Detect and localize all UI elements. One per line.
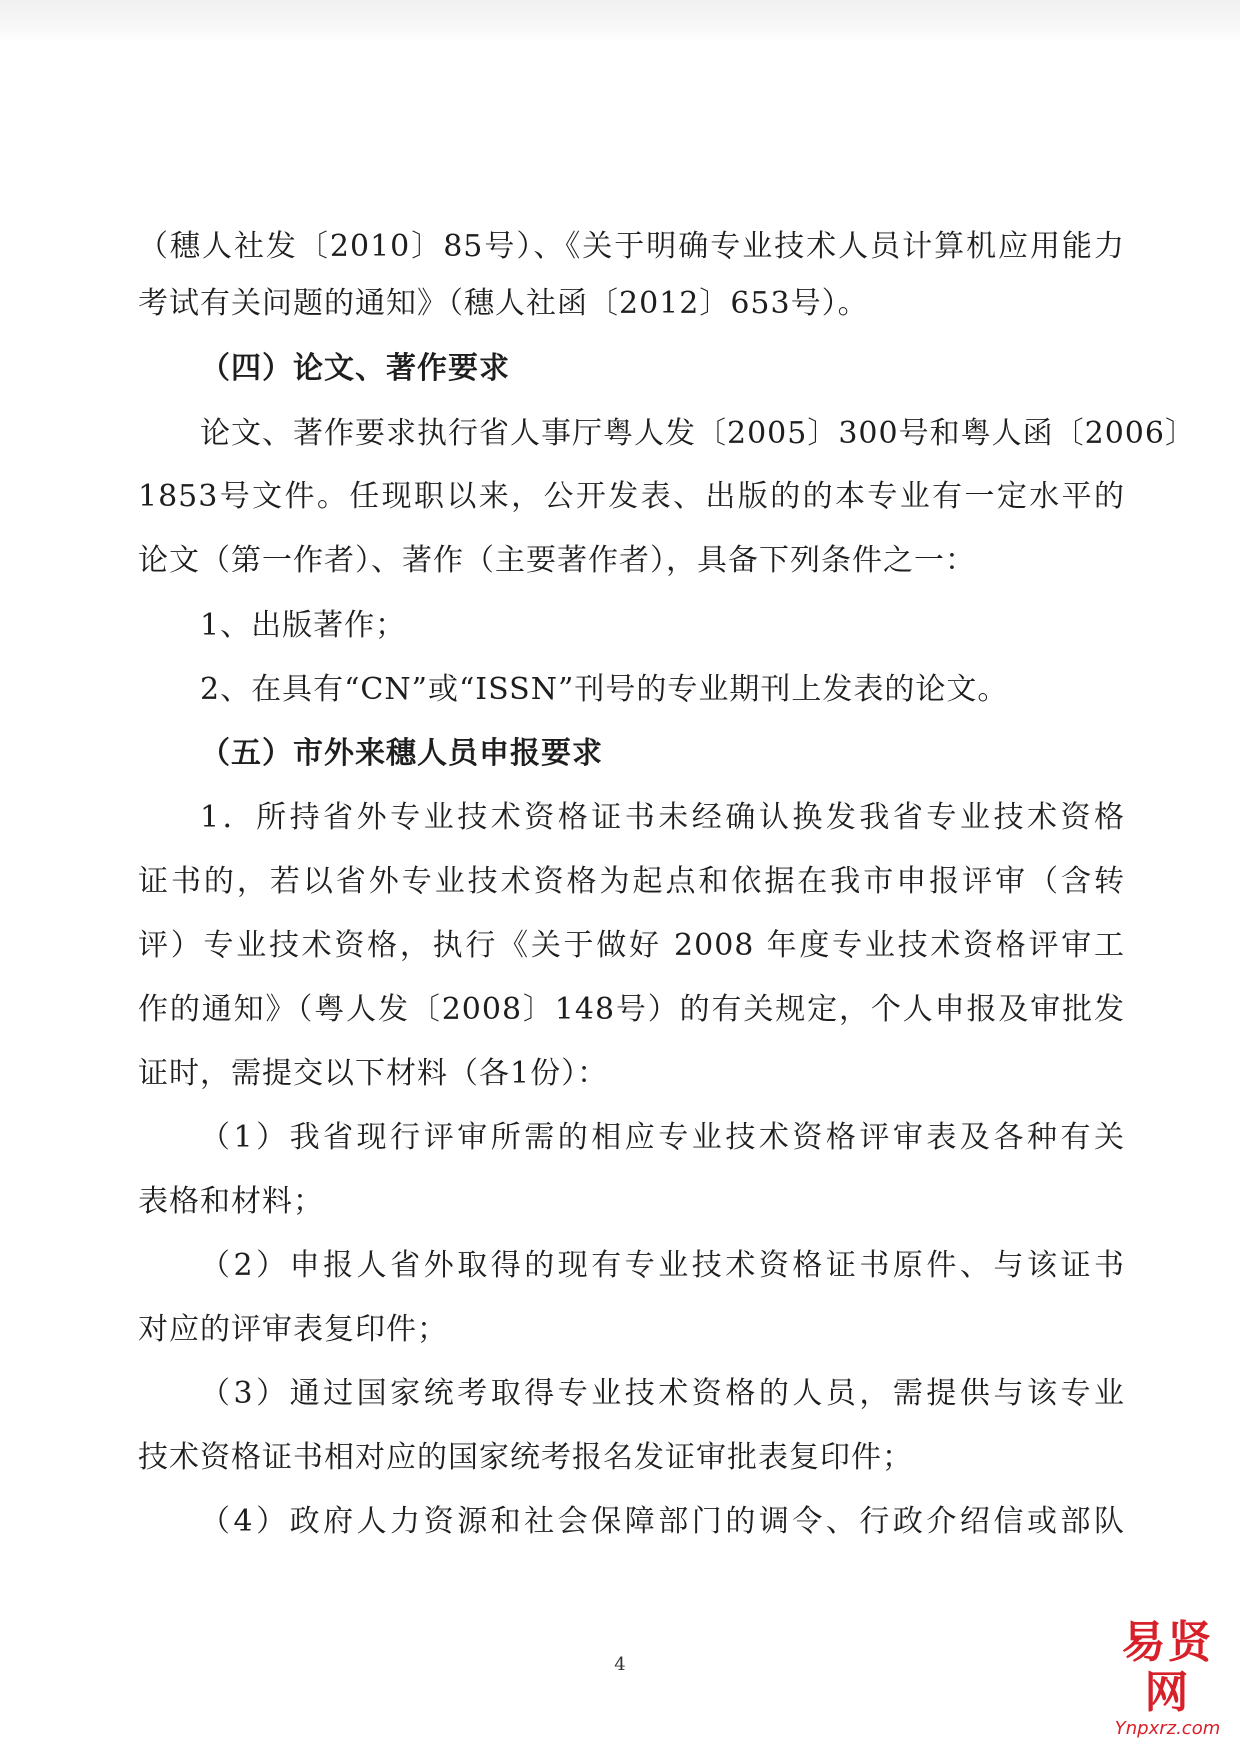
watermark-logo — [1105, 1618, 1230, 1740]
watermark-logo-text: 易贤网 — [1121, 1617, 1214, 1718]
section-heading-4: （四）论文、著作要求 — [200, 351, 510, 386]
list-item: （2）申报人省外取得的现有专业技术资格证书原件、与该证书 — [200, 1248, 1125, 1283]
paragraph-line: 表格和材料； — [138, 1184, 324, 1219]
paragraph-line: （穗人社发〔2010〕85号）、《关于明确专业技术人员计算机应用能力 — [138, 229, 1125, 264]
paragraph-line: 技术资格证书相对应的国家统考报名发证审批表复印件； — [138, 1440, 913, 1475]
scan-top-edge — [0, 0, 1240, 42]
list-item: （3）通过国家统考取得专业技术资格的人员，需提供与该专业 — [200, 1376, 1125, 1411]
paragraph-line: 对应的评审表复印件； — [138, 1312, 448, 1347]
list-item: （4）政府人力资源和社会保障部门的调令、行政介绍信或部队 — [200, 1504, 1125, 1539]
paragraph-line: 证书的，若以省外专业技术资格为起点和依据在我市申报评审（含转 — [138, 864, 1125, 899]
watermark-site-text: Ynpxrz.com — [1114, 1718, 1221, 1739]
paragraph-line: 作的通知》（粤人发〔2008〕148号）的有关规定，个人申报及审批发 — [138, 992, 1125, 1027]
list-item: 1、出版著作； — [200, 608, 407, 643]
list-item: （1）我省现行评审所需的相应专业技术资格评审表及各种有关 — [200, 1120, 1125, 1155]
paragraph-line: 证时，需提交以下材料（各1份）： — [138, 1056, 609, 1091]
paragraph-line: 论文、著作要求执行省人事厅粤人发〔2005〕300号和粤人函〔2006〕 — [200, 416, 1196, 451]
list-item: 2、在具有“CN”或“ISSN”刊号的专业期刊上发表的论文。 — [200, 672, 1009, 707]
paragraph-line: 评）专业技术资格，执行《关于做好 2008 年度专业技术资格评审工 — [138, 928, 1125, 963]
paragraph-line: 论文（第一作者）、著作（主要著作者），具备下列条件之一： — [138, 543, 976, 578]
paragraph-line: 1853号文件。任现职以来，公开发表、出版的的本专业有一定水平的 — [138, 479, 1125, 514]
page-number: 4 — [614, 1654, 626, 1675]
paragraph-line: 1．所持省外专业技术资格证书未经确认换发我省专业技术资格 — [200, 800, 1125, 835]
paragraph-line: 考试有关问题的通知》（穗人社函〔2012〕653号）。 — [138, 286, 869, 321]
section-heading-5: （五）市外来穗人员申报要求 — [200, 736, 603, 771]
